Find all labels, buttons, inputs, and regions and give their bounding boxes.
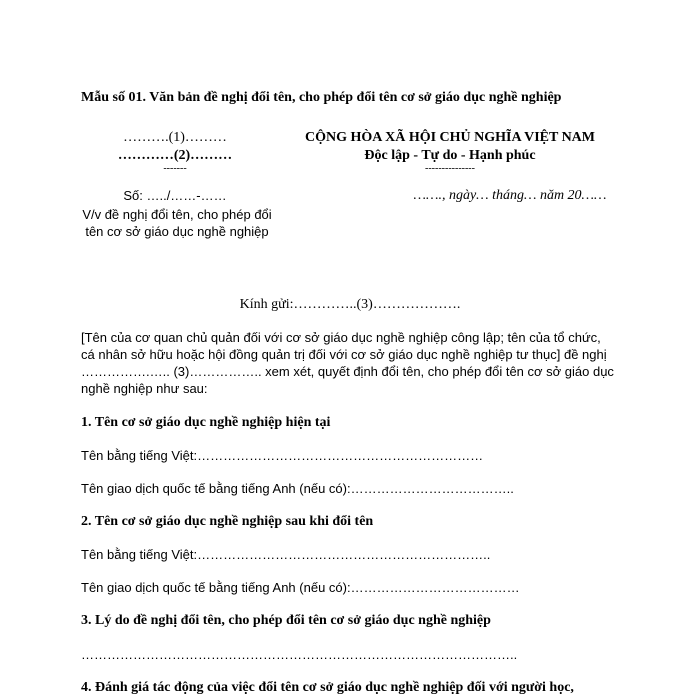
section-heading: 3. Lý do đề nghị đổi tên, cho phép đổi tên cơ sở giáo dục nghề nghiệp [81,613,491,628]
date-line: ……., ngày… tháng… năm 20…… [413,188,607,203]
recipient-line: Kính gửi:…………..(3)………………. [239,297,461,312]
document-number: Số: …../……-…… [123,188,227,203]
field-line: Tên giao dịch quốc tế bằng tiếng Anh (nếu có):………………………………… [81,580,520,595]
issuing-unit-line: …………(2)……… [117,148,233,163]
form-title: Mẫu số 01. Văn bản đề nghị đổi tên, cho phép đổi tên cơ sở giáo dục nghề nghiệp [81,90,562,105]
document-subject: V/v đề nghị đổi tên, cho phép đổi tên cơ sở giáo dục nghề nghiệp [82,207,272,239]
field-line: Tên bằng tiếng Việt:………………………………………………………… [81,448,484,463]
national-motto: Độc lập - Tự do - Hạnh phúc [364,148,536,163]
section-heading: 1. Tên cơ sở giáo dục nghề nghiệp hiện tại [81,415,331,430]
issuing-agency-line: ……….(1)……… [123,130,227,145]
left-header-rule: ------- [163,163,187,174]
field-line: ……………………………………………………………………………………….. [81,647,518,662]
nation-title: CỘNG HÒA XÃ HỘI CHỦ NGHĨA VIỆT NAM [304,130,595,145]
intro-paragraph: [Tên của cơ quan chủ quản đối với cơ sở giáo dục nghề nghiệp công lập; tên của tổ chức, cá nhân sở hữu hoặc hội đồng quản trị đối với cơ sở giáo dục nghề nghiệp tư thục] đề nghị …………….….. (3)…………….. xem xét, quyết định đổi tên, cho phép đổi tên cơ sở giáo dục nghề nghiệp như sau: [81,330,614,396]
field-line: Tên giao dịch quốc tế bằng tiếng Anh (nếu có):……………………………….. [81,481,514,496]
section-heading: 2. Tên cơ sở giáo dục nghề nghiệp sau khi đổi tên [81,514,374,529]
right-header-rule: --------------- [425,163,475,174]
section-heading: 4. Đánh giá tác động của việc đổi tên cơ sở giáo dục nghề nghiệp đối với người học, [81,680,574,695]
field-line: Tên bằng tiếng Việt:………………………………………………………….. [81,547,491,562]
